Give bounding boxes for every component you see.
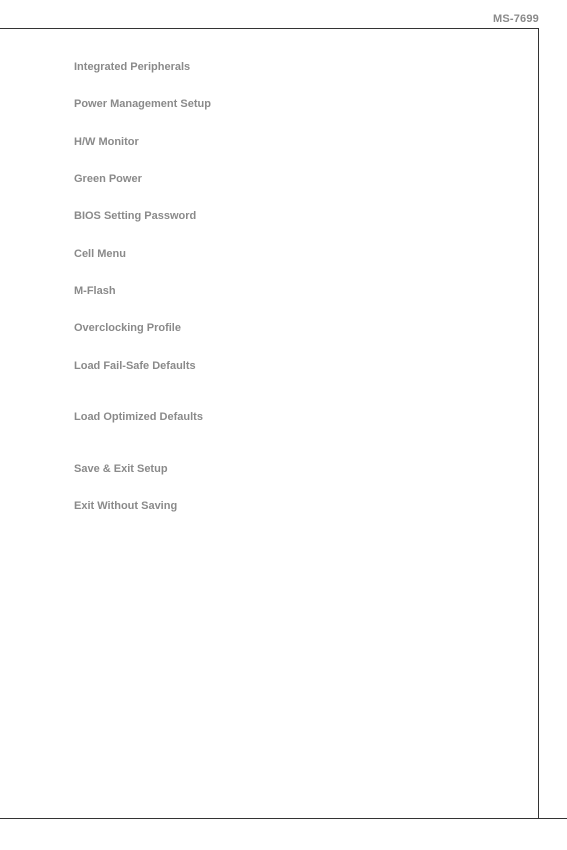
right-rule [538, 28, 539, 819]
menu-item-load-optimized-defaults[interactable]: Load Optimized Defaults [74, 411, 203, 423]
menu-item-m-flash[interactable]: M-Flash [74, 285, 116, 297]
menu-item-integrated-peripherals[interactable]: Integrated Peripherals [74, 61, 191, 73]
bottom-rule [0, 818, 567, 819]
menu-item-overclocking-profile[interactable]: Overclocking Profile [74, 322, 181, 334]
menu-item-green-power[interactable]: Green Power [74, 173, 142, 185]
model-label: MS-7699 [492, 13, 539, 25]
menu-item-save-exit-setup[interactable]: Save & Exit Setup [74, 463, 168, 475]
menu-item-hw-monitor[interactable]: H/W Monitor [74, 136, 139, 148]
menu-item-cell-menu[interactable]: Cell Menu [74, 248, 126, 260]
menu-item-bios-setting-password[interactable]: BIOS Setting Password [74, 210, 197, 222]
top-rule [0, 28, 539, 29]
menu-item-exit-without-saving[interactable]: Exit Without Saving [74, 500, 178, 512]
menu-item-load-fail-safe-defaults[interactable]: Load Fail-Safe Defaults [74, 360, 196, 372]
menu-item-power-management-setup[interactable]: Power Management Setup [74, 98, 211, 110]
